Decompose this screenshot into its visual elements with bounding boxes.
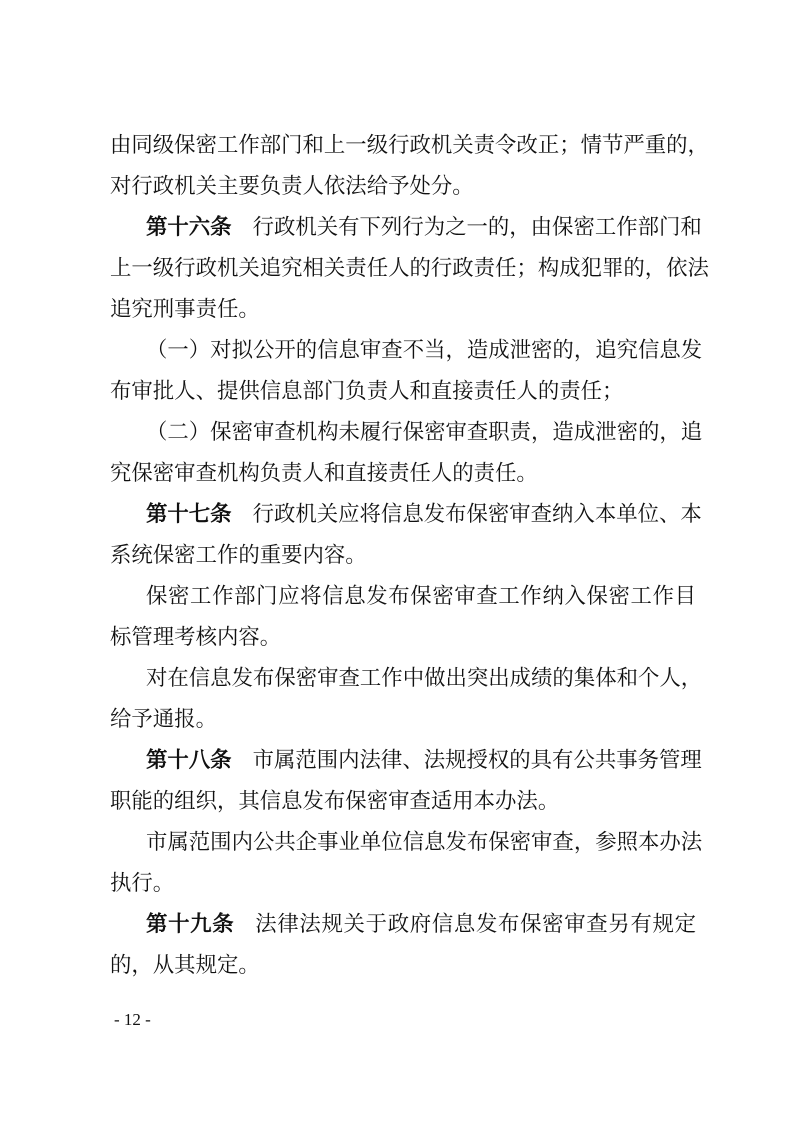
text-line: （一）对拟公开的信息审查不当，造成泄密的，追究信息发 <box>146 338 703 363</box>
article-heading: 第十七条 <box>146 502 232 527</box>
article-heading: 第十六条 <box>146 215 232 240</box>
text-line: 追究刑事责任。 <box>110 297 260 322</box>
article-text: 市属范围内法律、法规授权的具有公共事务管理 <box>252 748 702 773</box>
page-number: - 12 - <box>114 1010 151 1029</box>
article-16-line <box>146 213 702 243</box>
text-line: 究保密审查机构负责人和直接责任人的责任。 <box>110 461 538 486</box>
text-line: 标管理考核内容。 <box>110 625 282 650</box>
article-text: 行政机关应将信息发布保密审查纳入本单位、本 <box>252 502 702 527</box>
text-line: 的，从其规定。 <box>110 953 260 978</box>
article-heading: 第十八条 <box>146 748 232 773</box>
text-line: 对行政机关主要负责人依法给予处分。 <box>110 174 474 199</box>
text-line: 给予通报。 <box>110 707 217 732</box>
article-heading: 第十九条 <box>146 912 235 937</box>
text-line: 布审批人、提供信息部门负责人和直接责任人的责任； <box>110 379 624 404</box>
article-19-line <box>146 910 696 940</box>
text-line: 保密工作部门应将信息发布保密审查工作纳入保密工作目 <box>146 584 696 609</box>
article-text: 行政机关有下列行为之一的，由保密工作部门和 <box>252 215 702 240</box>
text-line: 对在信息发布保密审查工作中做出突出成绩的集体和个人， <box>146 666 703 691</box>
text-line: （二）保密审查机构未履行保密审查职责，造成泄密的，追 <box>146 420 703 445</box>
article-18-line <box>146 746 702 776</box>
text-line: 上一级行政机关追究相关责任人的行政责任；构成犯罪的，依法 <box>110 256 709 281</box>
text-line: 由同级保密工作部门和上一级行政机关责令改正；情节严重的， <box>110 133 709 158</box>
text-line: 市属范围内公共企事业单位信息发布保密审查，参照本办法 <box>146 830 703 855</box>
article-text: 法律法规关于政府信息发布保密审查另有规定 <box>255 912 696 937</box>
article-17-line <box>146 500 702 530</box>
text-line: 执行。 <box>110 871 175 896</box>
text-line: 系统保密工作的重要内容。 <box>110 543 367 568</box>
text-line: 职能的组织，其信息发布保密审查适用本办法。 <box>110 789 560 814</box>
